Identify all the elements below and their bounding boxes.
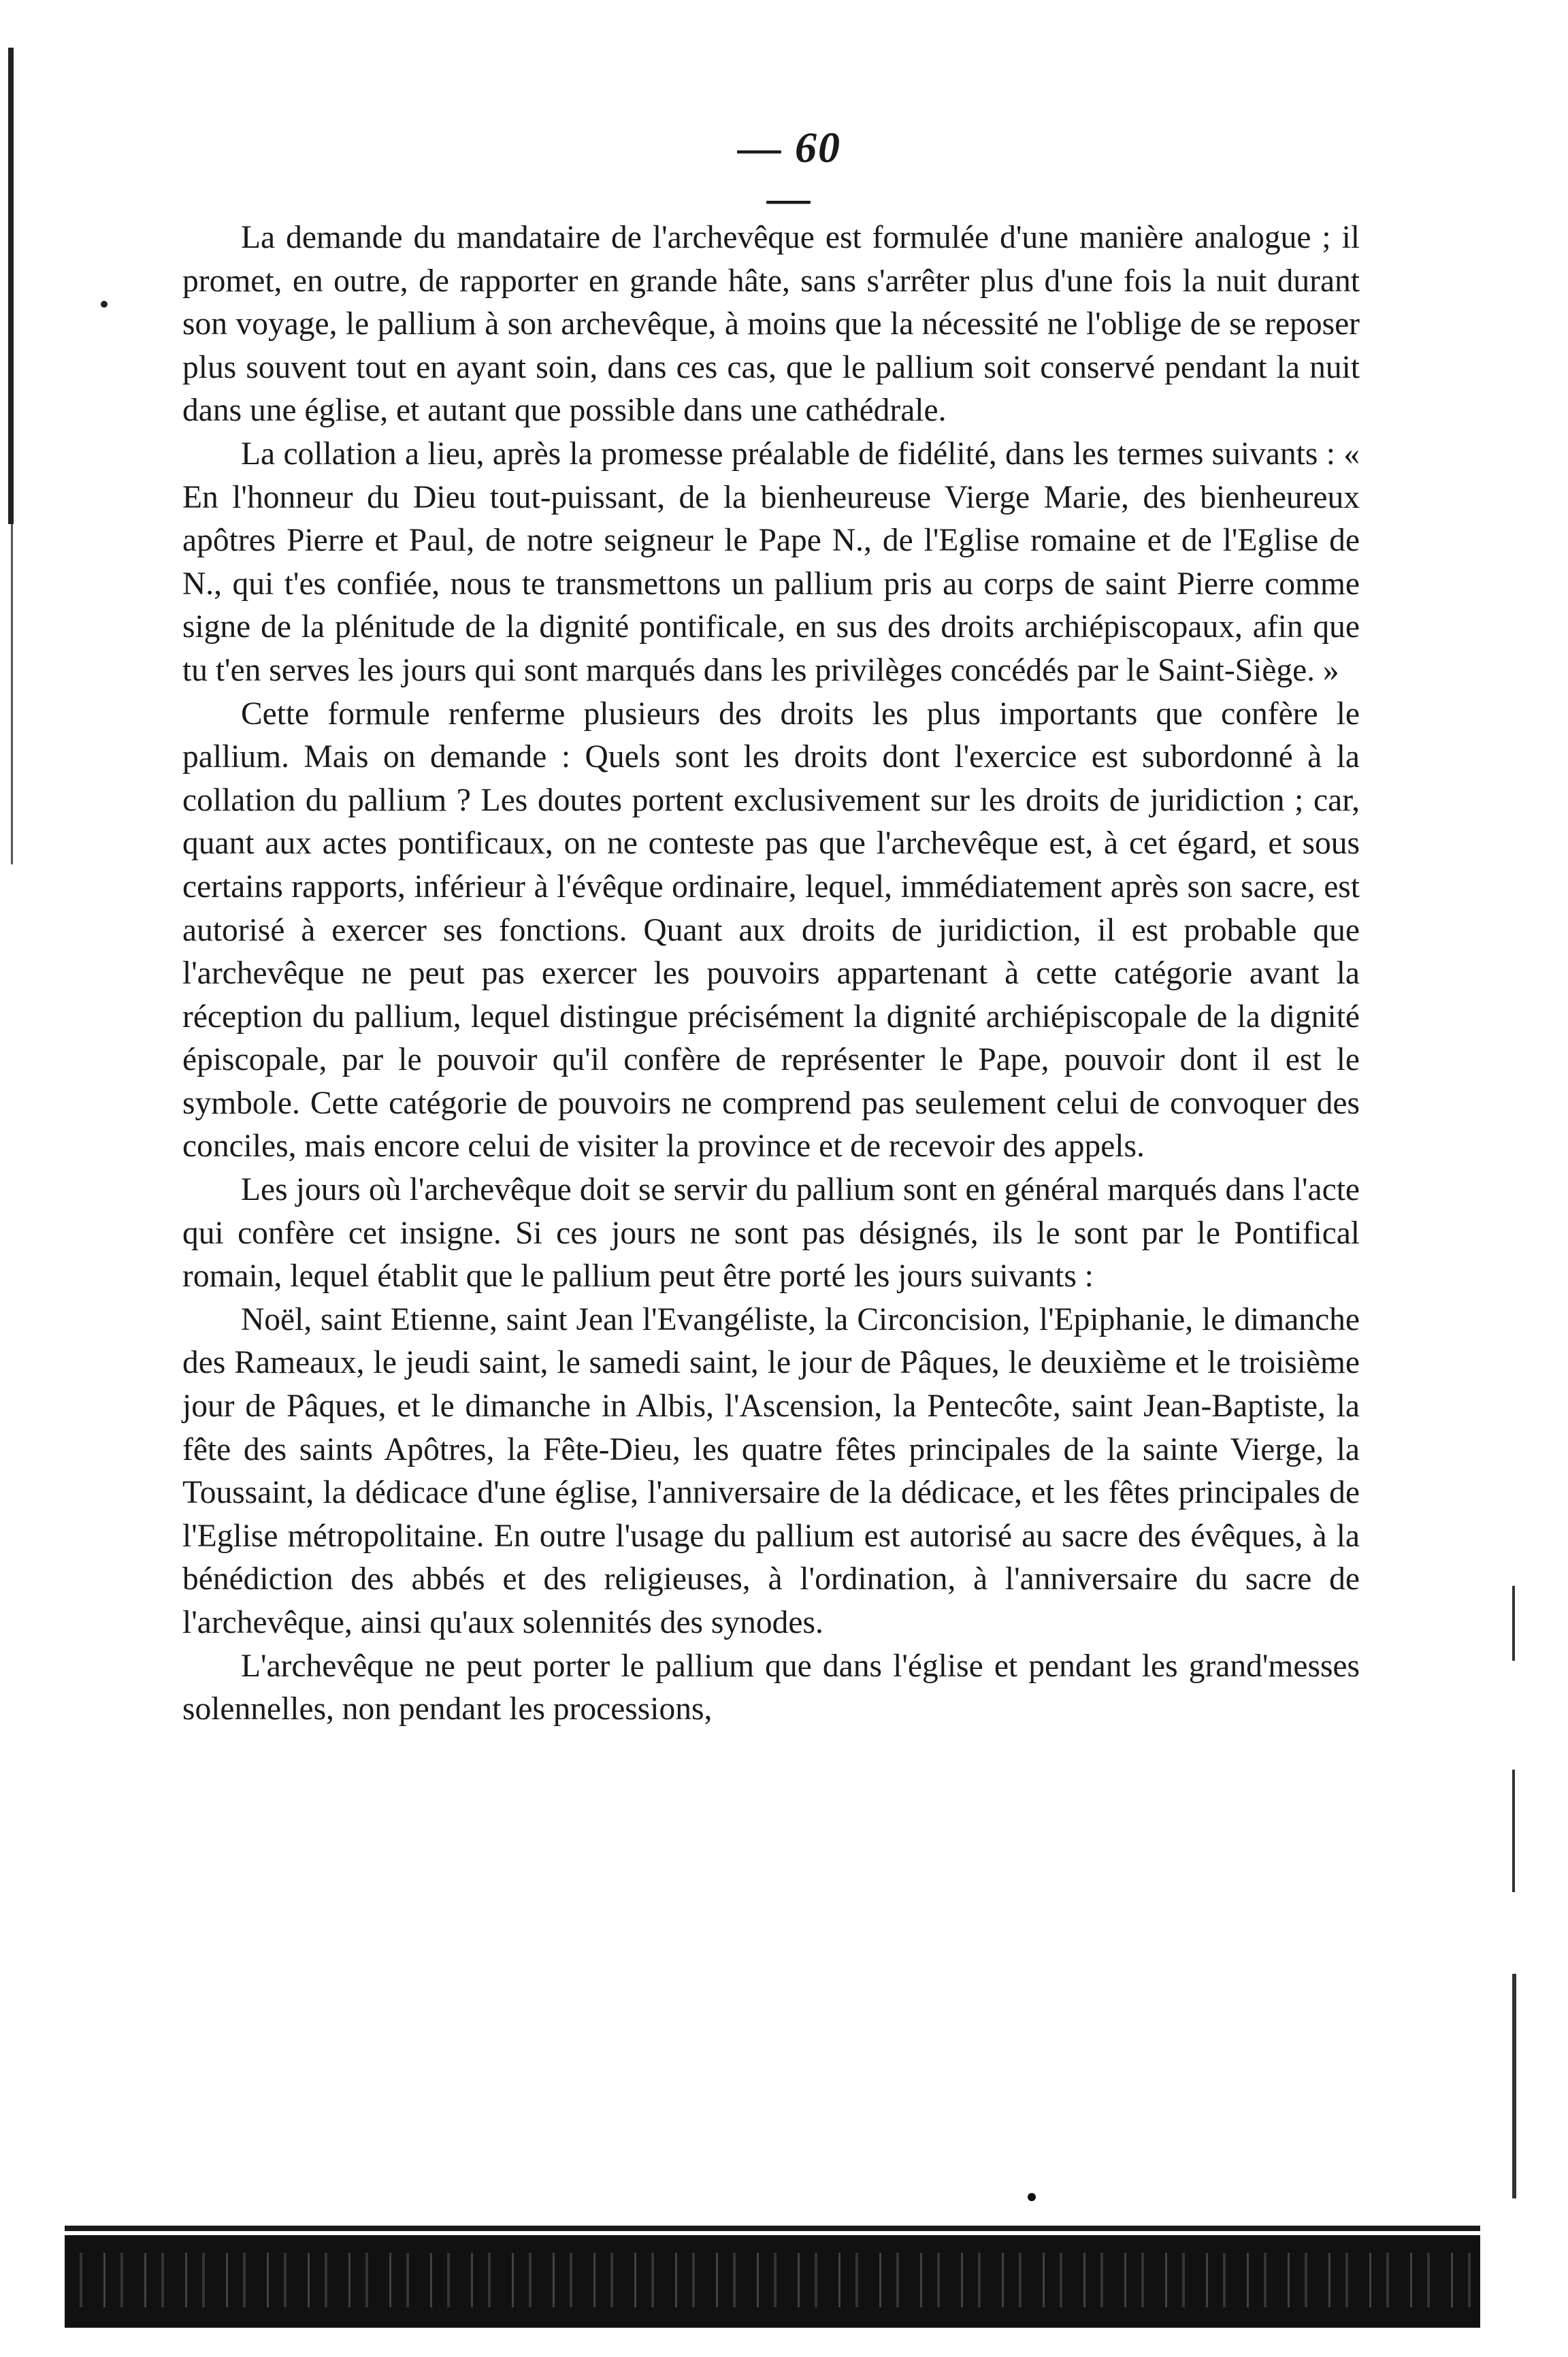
body-text [182,216,1360,1732]
paragraph-jurisdiction-rights: Cette formule renferme plusieurs des droits les plus importants que confère le pallium. Mais on demande : Quels sont les droits dont l'exercice est subordonné à la collation du pallium ? Les doutes portent exclusivement sur les droits de juridiction ; car, quant aux actes pontificaux, on ne conteste pas que l'archevêque est, à cet égard, et sous certains rapports, inférieur à l'évêque ordinaire, lequel, immédiatement après son sacre, est autorisé à exercer ses fonctions. Quant aux droits de juridiction, il est probable que l'archevêque ne peut pas exercer les pouvoirs appartenant à cette catégorie avant la réception du pallium, lequel distingue précisément la dignité archiépiscopale de la dignité épiscopale, par le pouvoir qu'il confère de représenter le Pape, pouvoir dont il est le symbole. Cette catégorie de pouvoirs ne comprend pas seulement celui de convoquer des conciles, mais encore celui de visiter la province et de recevoir des appels. [182,696,1360,1165]
margin-speck [101,301,108,308]
paragraph-mandataire-request: La demande du mandataire de l'archevêque est formulée d'une manière analogue ; il promet, en outre, de rapporter en grande hâte, sans s'arrêter plus d'une fois la nuit durant son voyage, le pallium à son archevêque, à moins que la nécessité ne l'oblige de se reposer plus souvent tout en ayant soin, dans ces cas, que le pallium soit conservé pendant la nuit dans une église, et autant que possible dans une cathédrale. [182,220,1360,429]
ink-dot [1028,2193,1036,2201]
page-number: — 60 — [738,123,841,222]
scan-bottom-edge [65,2226,1480,2328]
paragraph-feast-list: Noël, saint Etienne, saint Jean l'Evangéliste, la Circoncision, l'Epiphanie, le dimanche des Rameaux, le jeudi saint, le samedi saint, le jour de Pâques, le deuxième et le troisième jour de Pâques, et le dimanche in Albis, l'Ascension, la Pentecôte, saint Jean-Baptiste, la fête des saints Apôtres, la Fête-Dieu, les quatre fêtes principales de la sainte Vierge, la Toussaint, la dédicace d'une église, l'anniversaire de la dédicace, et les fêtes principales de l'Eglise métropolitaine. En outre l'usage du pallium est autorisé au sacre des évêques, à la bénédiction des abbés et des religieuses, à l'ordination, à l'anniversaire du sacre de l'archevêque, ainsi qu'aux solennités des synodes. [182,1301,1360,1640]
right-margin-mark [1512,1974,1516,2198]
right-margin-mark [1512,1770,1515,1892]
scan-noise [65,2253,1480,2307]
paragraph-pallium-days: Les jours où l'archevêque doit se servir du pallium sont en général marqués dans l'acte qui confère cet insigne. Si ces jours ne sont pas désignés, ils le sont par le Pontifical romain, lequel établit que le pallium peut être porté les jours suivants : [182,1172,1360,1295]
paragraph-church-usage: L'archevêque ne peut porter le pallium que dans l'église et pendant les grand'messes solennelles, non pendant les processions, [182,1648,1360,1727]
left-margin-rule-lower [11,524,13,864]
left-margin-rule [8,48,14,524]
paragraph-collation-formula: La collation a lieu, après la promesse préalable de fidélité, dans les termes suivants : « En l'honneur du Dieu tout-puissant, de la bienheureuse Vierge Marie, des bienheureux apôtres Pierre et Paul, de notre seigneur le Pape N., de l'Eglise romaine et de l'Eglise de N., qui t'es confiée, nous te transmettons un pallium pris au corps de saint Pierre comme signe de la plénitude de la dignité pontificale, en sus des droits archiépiscopaux, afin que tu t'en serves les jours qui sont marqués dans les privilèges concédés par le Saint-Siège. » [182,436,1360,688]
right-margin-mark [1512,1586,1515,1661]
